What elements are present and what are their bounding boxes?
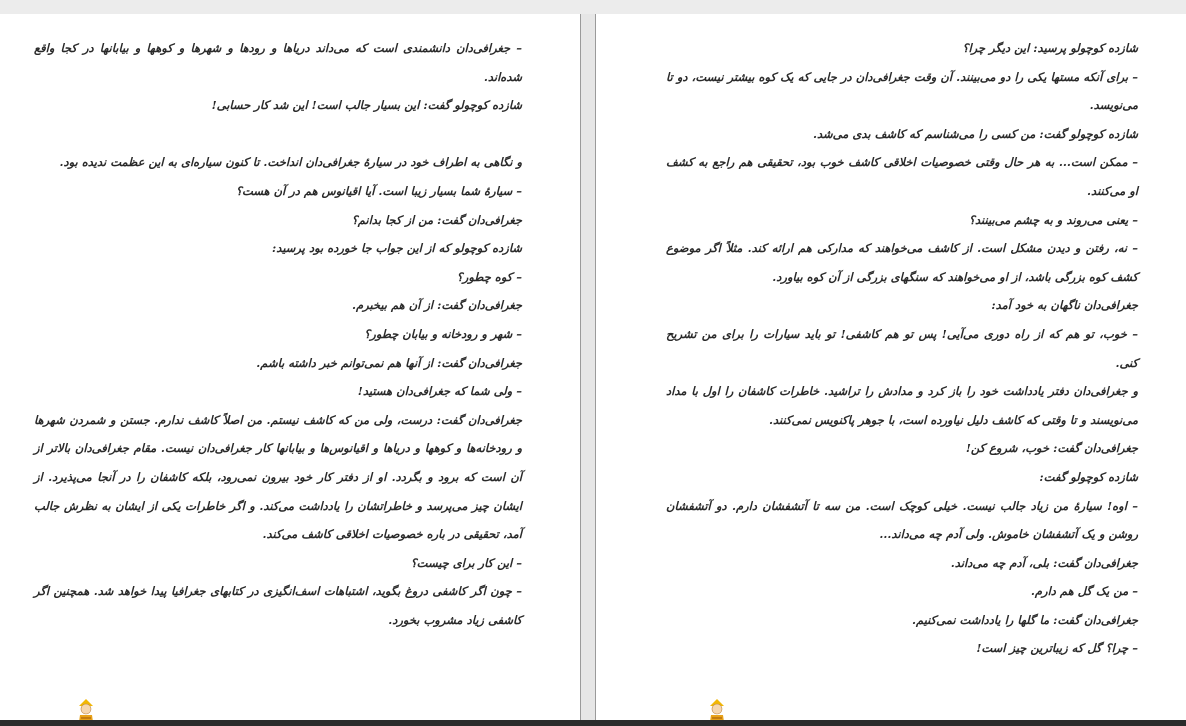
text-line: – کوه چطور؟ [456, 269, 522, 284]
text-line: جغرافی‌دان گفت: درست، ولی من که کاشف نیستم. من اصلاً کاشف ندارم. جستن و شمردن شهرها و رودخانه‌ها و کوهها و دریاها و اقیانوس‌ها و بیابانها کار جغرافی‌دان نیست. مقام جغرافی‌دان بالاتر از آن است که برود و بگردد. او از دفتر کار خود بیرون نمی‌رود، بلکه کاشفان را در آنجا می‌پذیرد. از ایشان چیز می‌پرسد و خاطراتشان را یادداشت می‌کند. و اگر خاطرات یکی از ایشان به نظرش جالب آمد، تحقیقی در باره خصوصیات اخلاقی کاشف می‌کند. [34, 412, 522, 542]
text-line: – شهر و رودخانه و بیابان چطور؟ [364, 326, 522, 341]
text-line: – خوب، تو هم که از راه دوری می‌آیی! پس تو هم کاشفی! تو باید سیارات را برای من تشریح کنی. [666, 326, 1138, 370]
text-line: – جغرافی‌دان دانشمندی است که می‌داند دریاها و رودها و شهرها و کوهها و بیابانها در کجا واقع شده‌اند. [34, 41, 522, 84]
text-line: – نه، رفتن و دیدن مشکل است. از کاشف می‌خواهند که مدارکی هم ارائه کند. مثلاً اگر موضوع کشف کوه بزرگی باشد، از او می‌خواهند که سنگهای بزرگی از آن کوه بیاورد. [666, 241, 1138, 284]
text-line: شازده کوچولو پرسید: این دیگر چرا؟ [962, 41, 1138, 55]
text-line: جغرافی‌دان گفت: خوب، شروع کن! [965, 441, 1138, 456]
text-line: – ممکن است... به هر حال وقتی خصوصیات اخلاقی کاشف خوب بود، تحقیقی هم راجع به کشف او می‌کنند. [666, 155, 1138, 198]
text-line: – ولی شما که جغرافی‌دان هستید! [357, 384, 522, 399]
text-line: – برای آنکه مستها یکی را دو می‌بینند. آن وقت جغرافی‌دان در جایی که یک کوه بیشتر نیست، دو تا می‌نویسد. [666, 69, 1138, 113]
text-line: جغرافی‌دان گفت: از آن هم بیخبرم. [351, 298, 522, 313]
left-page [0, 14, 580, 720]
text-line: – چون اگر کاشفی دروغ بگوید، اشتباهات اسف‌انگیزی در کتابهای جغرافیا پیدا خواهد شد. همچنین اگر کاشفی زیاد مشروب بخورد. [34, 584, 522, 627]
text-line: شازده کوچولو گفت: این بسیار جالب است! این شد کار حسابی! [211, 98, 522, 113]
text-line: جغرافی‌دان گفت: بلی، آدم چه می‌داند. [950, 555, 1138, 570]
text-line: جغرافی‌دان گفت: ما گلها را یادداشت نمی‌کنیم. [912, 612, 1138, 627]
viewer-bottom-edge [0, 720, 1186, 726]
text-line: جغرافی‌دان ناگهان به خود آمد: [991, 298, 1138, 313]
text-line: شازده کوچولو گفت: [1039, 469, 1138, 484]
text-line: شازده کوچولو گفت: من کسی را می‌شناسم که کاشف بدی می‌شد. [812, 126, 1138, 141]
text-line: شازده کوچولو که از این جواب جا خورده بود پرسید: [272, 241, 522, 256]
text-line: – اوه! سیارهٔ من زیاد جالب نیست. خیلی کوچک است. من سه تا آتشفشان دارم. دو آتشفشان روشن و یک آتشفشان خاموش. ولی آدم چه می‌داند... [666, 498, 1138, 542]
blank-line [34, 120, 522, 149]
text-line: و جغرافی‌دان دفتر یادداشت خود را باز کرد و مدادش را تراشید. خاطرات کاشفان را اول با مداد می‌نویسند و تا وقتی که کاشف دلیل نیاورده است، با جوهر پاکنویس نمی‌کنند. [666, 384, 1138, 427]
little-prince-mascot-icon [75, 697, 97, 720]
right-page [596, 14, 1186, 720]
left-page-text [34, 34, 522, 634]
text-line: – چرا؟ گل که زیباترین چیز است! [976, 641, 1138, 656]
right-page-text [666, 34, 1138, 663]
text-line: جغرافی‌دان گفت: از آنها هم نمی‌توانم خبر داشته باشم. [256, 355, 522, 370]
text-line: – من یک گل هم دارم. [1030, 584, 1138, 599]
viewer-top-edge [0, 0, 1186, 15]
text-line: – سیارهٔ شما بسیار زیبا است. آیا اقیانوس هم در آن هست؟ [235, 183, 522, 198]
page-gutter [580, 14, 596, 720]
text-line: – یعنی می‌روند و به چشم می‌بینند؟ [968, 212, 1138, 227]
text-line: جغرافی‌دان گفت: من از کجا بدانم؟ [351, 212, 522, 227]
text-line: – این کار برای چیست؟ [410, 555, 522, 570]
text-line: و نگاهی به اطراف خود در سیارهٔ جغرافی‌دان انداخت. تا کنون سیاره‌ای به این عظمت ندیده بود. [59, 155, 522, 170]
little-prince-mascot-icon [706, 697, 728, 720]
